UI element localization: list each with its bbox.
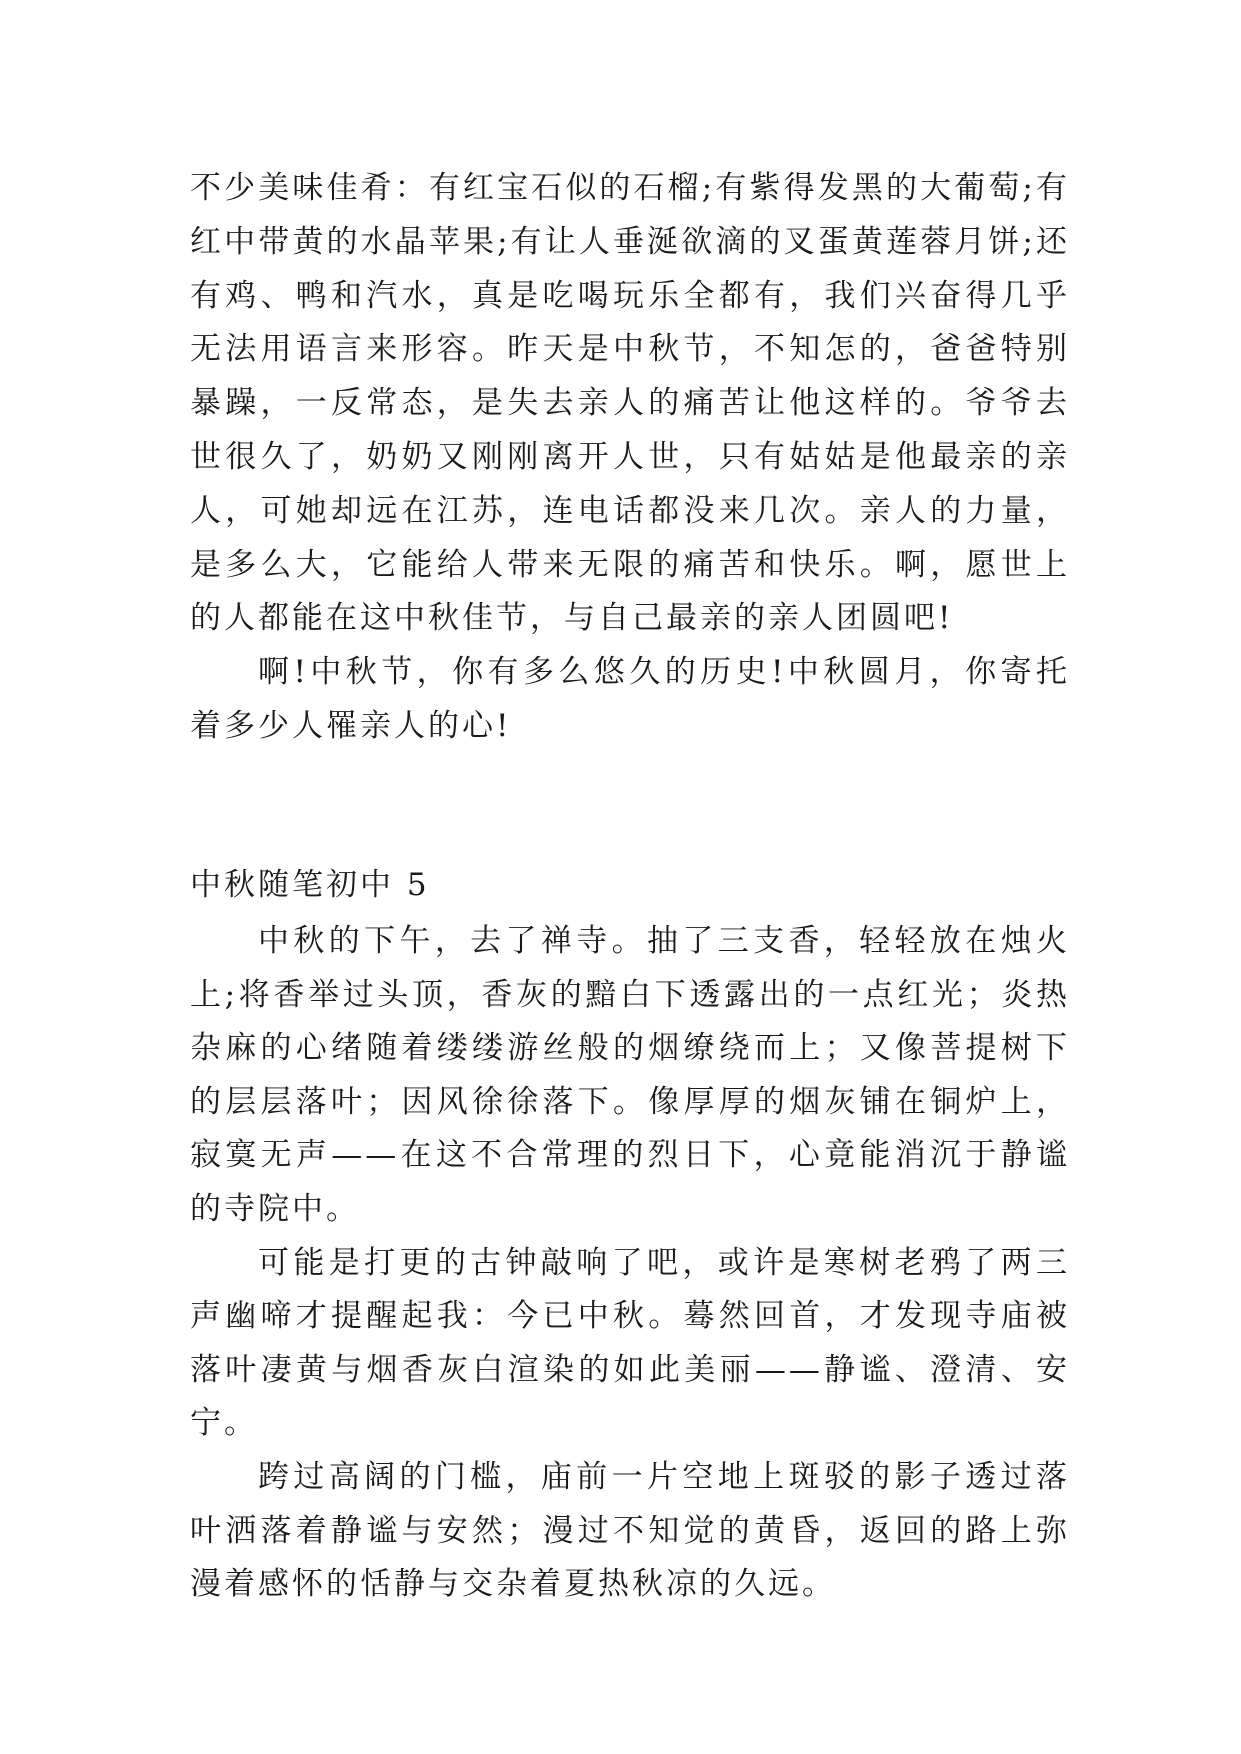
- paragraph: 跨过高阔的门槛，庙前一片空地上斑驳的影子透过落叶洒落着静谧与安然；漫过不知觉的黄昏，返回的路上弥漫着感怀的恬静与交杂着夏热秋凉的久远。: [190, 1458, 1070, 1603]
- paragraph: 中秋的下午，去了禅寺。抽了三支香，轻轻放在烛火上;将香举过头顶，香灰的黯白下透露出的一点红光；炎热杂麻的心绪随着缕缕游丝般的烟缭绕而上；又像菩提树下的层层落叶；因风徐徐落下。像厚厚的烟灰铺在铜炉上，寂寞无声——在这不合常理的烈日下，心竟能消沉于静谧的寺院中。: [190, 923, 1070, 1227]
- section-1-body: [190, 162, 1070, 754]
- paragraph: 可能是打更的古钟敲响了吧，或许是寒树老鸦了两三声幽啼才提醒起我：今已中秋。蓦然回首，才发现寺庙被落叶凄黄与烟香灰白渲染的如此美丽——静谧、澄清、安宁。: [190, 1244, 1070, 1442]
- paragraph: 不少美味佳肴：有红宝石似的石榴;有紫得发黑的大葡萄;有红中带黄的水晶苹果;有让人垂涎欲滴的叉蛋黄莲蓉月饼;还有鸡、鸭和汽水，真是吃喝玩乐全都有，我们兴奋得几乎无法用语言来形容。昨天是中秋节，不知怎的，爸爸特别暴躁，一反常态，是失去亲人的痛苦让他这样的。爷爷去世很久了，奶奶又刚刚离开人世，只有姑姑是他最亲的亲人，可她却远在江苏，连电话都没来几次。亲人的力量，是多么大，它能给人带来无限的痛苦和快乐。啊，愿世上的人都能在这中秋佳节，与自己最亲的亲人团圆吧!: [190, 170, 1070, 637]
- section-2-body: [190, 915, 1070, 1612]
- paragraph: 啊!中秋节，你有多么悠久的历史!中秋圆月，你寄托着多少人罹亲人的心!: [190, 654, 1070, 744]
- section-heading: 中秋随笔初中 5: [190, 867, 430, 903]
